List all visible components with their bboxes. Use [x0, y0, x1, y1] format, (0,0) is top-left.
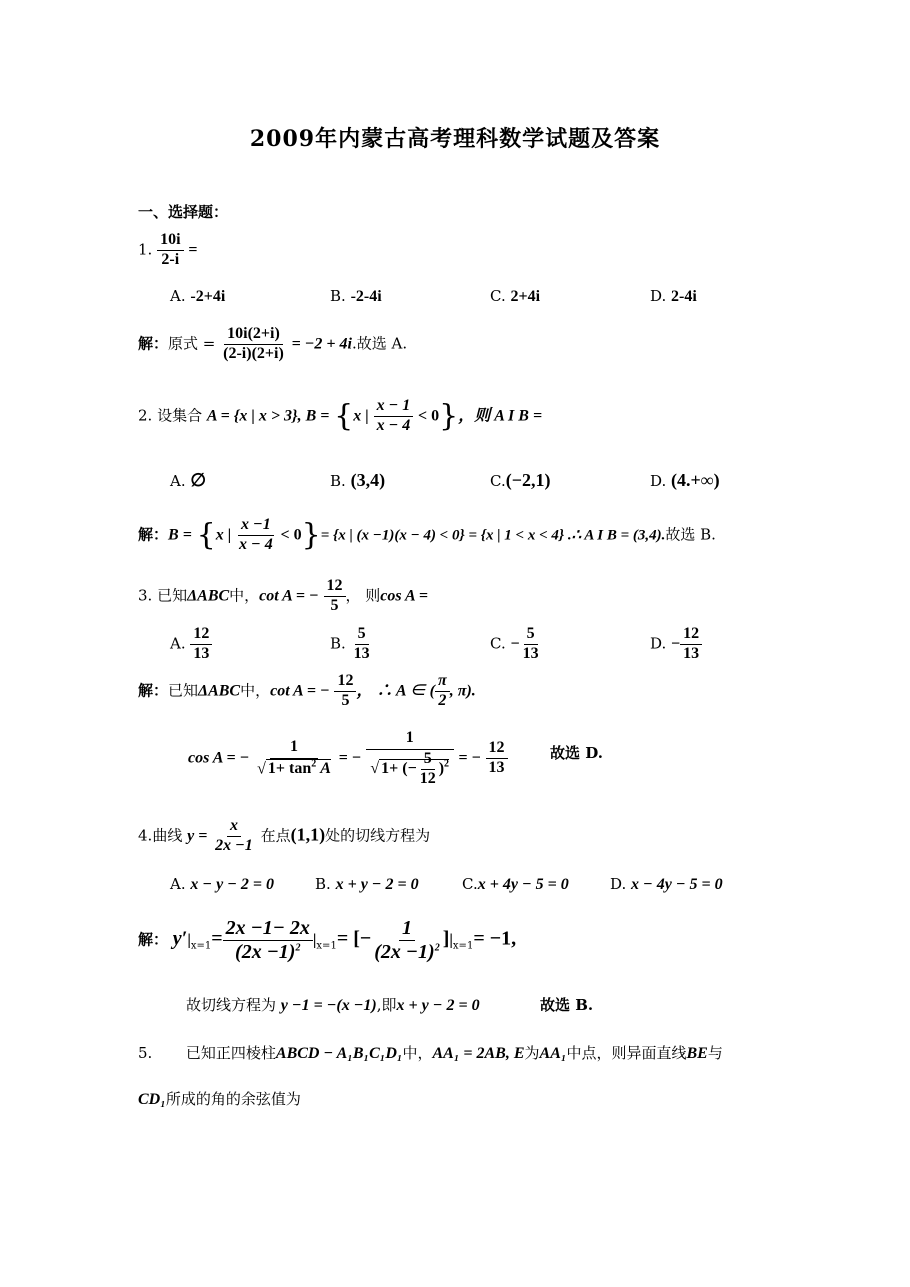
q3-cos-lead: cos A = − [188, 749, 250, 767]
q4-option-c [462, 875, 569, 894]
q4-sol-end-text: 故选 B. [540, 996, 594, 1014]
q4-opt-b-value: x + y − 2 = 0 [335, 876, 419, 893]
q3-eq3: = − [458, 749, 481, 767]
q1-sol-fraction [220, 326, 287, 363]
q4-d2-den-a: (2x −1) [374, 941, 435, 963]
q3-f1-den: √ $1+ \tan^2 A$ [257, 759, 331, 778]
q2-number: 2. [138, 406, 153, 425]
q3-opt-d-label: D. [650, 634, 667, 653]
q1-opt-b-value: -2-4i [350, 288, 382, 305]
q3-f1-den-sup: 2 [311, 759, 317, 771]
q1-opt-a-label: A. [170, 287, 186, 305]
q2-opt-a-value: ∅ [190, 470, 207, 490]
q1-number: 1. [138, 240, 153, 259]
q4-d-num: 2x −1− 2x [223, 918, 313, 941]
q3-fraction-3 [486, 740, 508, 777]
q3-cot-fraction [324, 578, 346, 615]
q3-sol-pi-tail: , π). [449, 682, 476, 700]
q3-f2-den-sup: 2 [444, 758, 450, 770]
q2-solution: 解：B = {x | $\frac{x -1}{x - 4}$ < 0}= {x | (x −1)(x − 4) < 0} = {x | 1 < x < 4} .∴ A I B = (3,4).故选 B. [138, 516, 716, 553]
q4-close: ] [442, 927, 450, 950]
q1-option-a [170, 287, 225, 306]
q3-stem-tail: ， 则 [345, 586, 381, 605]
q4-sol-prefix: 解： [138, 930, 169, 949]
q4-d-den-sup: 2 [295, 942, 301, 954]
q2-sol-lt: < 0 [280, 526, 302, 544]
q5-number: 5. [138, 1044, 153, 1062]
q4-deriv-fraction-2 [371, 918, 442, 963]
q1-sol-prefix: 解： [138, 334, 169, 353]
q3-sol-therefore: ， ∴ A ∈ ( [356, 682, 435, 700]
q2-sol-lead: B = [168, 526, 192, 544]
q4-solution-line-2 [186, 994, 480, 1015]
q3-option-a [170, 626, 212, 663]
q3-f3-num: 12 [486, 740, 508, 759]
q3-opt-a-fraction [190, 626, 212, 663]
q2-sol-prefix: 解： [138, 525, 169, 544]
q3-f2-in-num: 5 [421, 751, 435, 770]
q3-opt-c-sign: − [510, 635, 520, 653]
q5-cd1: CD₁ [138, 1091, 166, 1108]
q5-mid2: 为 [524, 1044, 540, 1062]
q1-option-c [490, 287, 540, 306]
q4-deriv-fraction [223, 918, 313, 963]
q3-sol-mid: 中， [240, 681, 271, 700]
q4-stem-mid: 在点 [260, 826, 291, 845]
q1-sol-den: (2-i)(2+i) [223, 344, 284, 362]
q3-opt-a-num: 12 [190, 626, 212, 645]
q3-option-b [330, 626, 373, 663]
q3-cot: cot A = − [259, 587, 319, 605]
q2-set-b-num: x − 1 [374, 398, 414, 417]
q3-sol-pi-num: π [435, 673, 450, 692]
q1-equals: = [188, 241, 198, 259]
q2-sol-fraction [236, 517, 276, 554]
q2-opt-d-value: (4.+∞) [671, 470, 720, 490]
q2-set-b-den: x − 4 [376, 416, 411, 434]
q3-number: 3. [138, 586, 153, 605]
q4-opt-c-label: C. [462, 875, 478, 893]
q3-opt-c-den: 13 [522, 644, 539, 662]
q4-solution [138, 918, 516, 963]
q3-sol-text: 已知 [168, 681, 199, 700]
page-title: 2009年内蒙古高考理科数学试题及答案 [249, 126, 661, 152]
q3-opt-b-num: 5 [355, 626, 369, 645]
q3-sol-pi-fraction [435, 673, 450, 710]
q2-stem-text: 设集合 [157, 406, 203, 425]
q2-sol-num: x −1 [238, 517, 274, 536]
q3-opt-d-num: 12 [680, 626, 702, 645]
q4-sol-end [540, 994, 593, 1015]
q3-sol-cot-fraction [334, 673, 356, 710]
question-3 [138, 578, 428, 615]
q1-sol-num: 10i(2+i) [224, 326, 283, 345]
q4-line2-eq: y −1 = −(x −1) [280, 997, 377, 1014]
q5-prism: ABCD − A₁B₁C₁D₁ [275, 1045, 403, 1062]
q1-frac-den: 2-i [161, 250, 180, 268]
q5-stem-text: 已知正四棱柱 [185, 1044, 276, 1062]
q2-opt-b-label: B. [330, 472, 346, 490]
q1-sol-result: = −2 + 4i [291, 335, 352, 353]
q3-sol-cot-den: 5 [341, 691, 350, 709]
q1-opt-a-value: -2+4i [190, 288, 226, 305]
q5-mid: 中， [402, 1044, 433, 1062]
q3-sol-end-text: 故选 D. [550, 744, 603, 762]
q3-opt-b-label: B. [330, 634, 346, 653]
q2-set-b-left: x | [353, 407, 369, 425]
q1-opt-b-label: B. [330, 287, 346, 305]
q2-opt-c-value: (−2,1) [505, 470, 551, 490]
q3-opt-c-fraction [520, 626, 542, 663]
q4-line2-eq2: x + y − 2 = 0 [396, 997, 480, 1014]
q2-set-b-right: < 0 [418, 407, 440, 425]
q2-sol-den: x − 4 [239, 535, 273, 553]
q3-stem-text: 已知 [157, 586, 188, 605]
q4-fraction [212, 818, 256, 855]
q2-stem-tail: ，则 A I B = [458, 407, 543, 425]
q3-sol-cot: cot A = − [270, 682, 330, 700]
q1-fraction [157, 232, 183, 269]
q4-option-b [315, 875, 419, 894]
q3-opt-d-den: 13 [683, 644, 700, 662]
q3-sol-prefix: 解： [138, 681, 169, 700]
q1-opt-d-label: D. [650, 287, 667, 305]
q4-sub-2: x=1 [316, 940, 337, 952]
q4-line2-mid: ,即 [376, 996, 397, 1014]
q3-opt-c-label: C. [490, 634, 506, 653]
q4-line2-text: 故切线方程为 [186, 996, 277, 1014]
q4-d-den-a: (2x −1) [235, 941, 296, 963]
q3-opt-d-sign: − [671, 635, 681, 653]
q1-opt-c-value: 2+4i [510, 288, 541, 305]
q3-f2-den-b: ) [438, 759, 445, 777]
q2-sol-x: x | [215, 526, 232, 544]
q3-f2-in-den: 12 [419, 769, 436, 787]
q3-f2-inner-fraction [417, 751, 439, 788]
q3-f2-num: 1 [366, 730, 454, 750]
q2-sol-end: 故选 B. [665, 525, 716, 544]
q1-option-b [330, 287, 382, 306]
q4-d-den [232, 941, 303, 963]
q2-opt-a-label: A. [170, 472, 186, 490]
q1-option-d [650, 287, 697, 306]
q3-option-d [650, 626, 702, 663]
q4-bar-1: | [187, 931, 191, 949]
q4-number: 4. [138, 826, 153, 845]
q1-sol-text: 原式 = [168, 334, 216, 353]
q4-opt-b-label: B. [315, 875, 331, 893]
q2-opt-c-label: C. [490, 472, 506, 490]
q4-stem-text: 曲线 [152, 826, 183, 845]
q4-f-den: 2x −1 [215, 836, 253, 854]
q3-sol-end [550, 742, 603, 763]
q3-opt-c-num: 5 [524, 626, 538, 645]
q4-d2-den-sup: 2 [434, 942, 440, 954]
q3-stem-mid: 中， [229, 586, 260, 605]
q3-sol-pi-den: 2 [438, 691, 447, 709]
q5-be: BE [686, 1045, 708, 1062]
question-2: 2. 设集合 A = {x | x > 3}, B = {x | $\frac{x - 1}{x - 4}$ < 0}，则 A I B = [138, 397, 543, 434]
q2-sol-rest: = {x | (x −1)(x − 4) < 0} = {x | 1 < x < 4} .∴ A I B = (3,4). [320, 527, 666, 544]
q3-cot-num: 12 [324, 578, 346, 597]
q5-mid3: 中点，则异面直线 [566, 1044, 687, 1062]
q3-f3-den: 13 [488, 759, 505, 777]
q3-opt-d-fraction [680, 626, 702, 663]
q3-cos: cos A = [380, 587, 428, 605]
question-1 [138, 232, 197, 269]
q3-f2-den-a: 1+ (− [381, 759, 417, 777]
q3-cos-derivation [188, 730, 508, 787]
question-5 [138, 1042, 723, 1063]
q4-bar-2: | [312, 931, 317, 949]
q5-cond: AA₁ = 2AB, E [432, 1045, 525, 1062]
q4-opt-c-value: x + 4y − 5 = 0 [477, 876, 569, 893]
q3-f1-num: 1 [270, 739, 318, 759]
q2-set-a: A = {x | x > 3}, B = [206, 407, 330, 425]
q3-fraction-2 [366, 730, 454, 787]
q3-eq2: = − [338, 749, 361, 767]
q3-f1-den-b: A [320, 760, 331, 778]
q4-stem-tail: 处的切线方程为 [325, 826, 431, 845]
q5-line2-tail: 所成的角的余弦值为 [165, 1090, 301, 1108]
q4-opt-d-label: D. [610, 875, 627, 893]
q5-aa1: AA₁ [539, 1045, 567, 1062]
q2-option-a [170, 470, 206, 491]
q2-option-c [490, 470, 550, 491]
q5-tail: 与 [707, 1044, 723, 1062]
q3-solution [138, 673, 476, 710]
q3-sol-triangle: ΔABC [198, 682, 241, 700]
section-heading: 一、选择题： [138, 203, 229, 221]
q2-opt-b-value: (3,4) [350, 470, 386, 490]
q1-opt-d-value: 2-4i [671, 288, 697, 305]
q2-set-b-fraction [374, 398, 414, 435]
q4-option-d [610, 875, 723, 894]
q3-opt-b-den: 13 [353, 644, 370, 662]
q5-line-2 [138, 1088, 301, 1109]
q3-f1-den-a: 1+ tan [267, 760, 312, 778]
q3-option-c [490, 626, 542, 663]
q4-result: = −1, [473, 927, 517, 950]
q2-option-b [330, 470, 385, 491]
q4-option-a [170, 875, 274, 894]
q4-sub-1: x=1 [190, 940, 212, 952]
q3-triangle: ΔABC [187, 587, 230, 605]
q4-eq-2: = [− [336, 927, 372, 950]
q3-f2-den: √ 1+ (− $\frac{5}{12}$ )$^2$ [370, 749, 450, 787]
q4-d2-num: 1 [399, 918, 415, 941]
q3-fraction-1 [254, 739, 334, 778]
q4-sub-3: x=1 [452, 940, 474, 952]
q1-sol-end: .故选 A. [351, 334, 408, 353]
q1-opt-c-label: C. [490, 287, 506, 305]
q4-f-num: x [227, 818, 241, 837]
q4-opt-d-value: x − 4y − 5 = 0 [631, 876, 723, 893]
q4-point: (1,1) [290, 824, 326, 845]
q2-opt-d-label: D. [650, 472, 667, 490]
question-4 [138, 818, 430, 855]
q4-opt-a-label: A. [170, 875, 186, 893]
q4-opt-a-value: x − y − 2 = 0 [190, 876, 274, 893]
q4-d2-den [371, 941, 442, 963]
q2-option-d [650, 470, 720, 491]
q4-eq-1: = [211, 927, 223, 950]
q1-frac-num: 10i [157, 232, 183, 251]
q4-y-eq: y = [187, 827, 208, 845]
q3-opt-b-fraction [351, 626, 373, 663]
q4-bar-3: | [449, 931, 453, 949]
q1-solution [138, 326, 407, 363]
q4-y-prime: y′ [172, 927, 188, 950]
q3-sol-cot-num: 12 [334, 673, 356, 692]
q3-opt-a-label: A. [170, 634, 186, 653]
q3-cot-den: 5 [330, 596, 339, 614]
q3-opt-a-den: 13 [193, 644, 210, 662]
